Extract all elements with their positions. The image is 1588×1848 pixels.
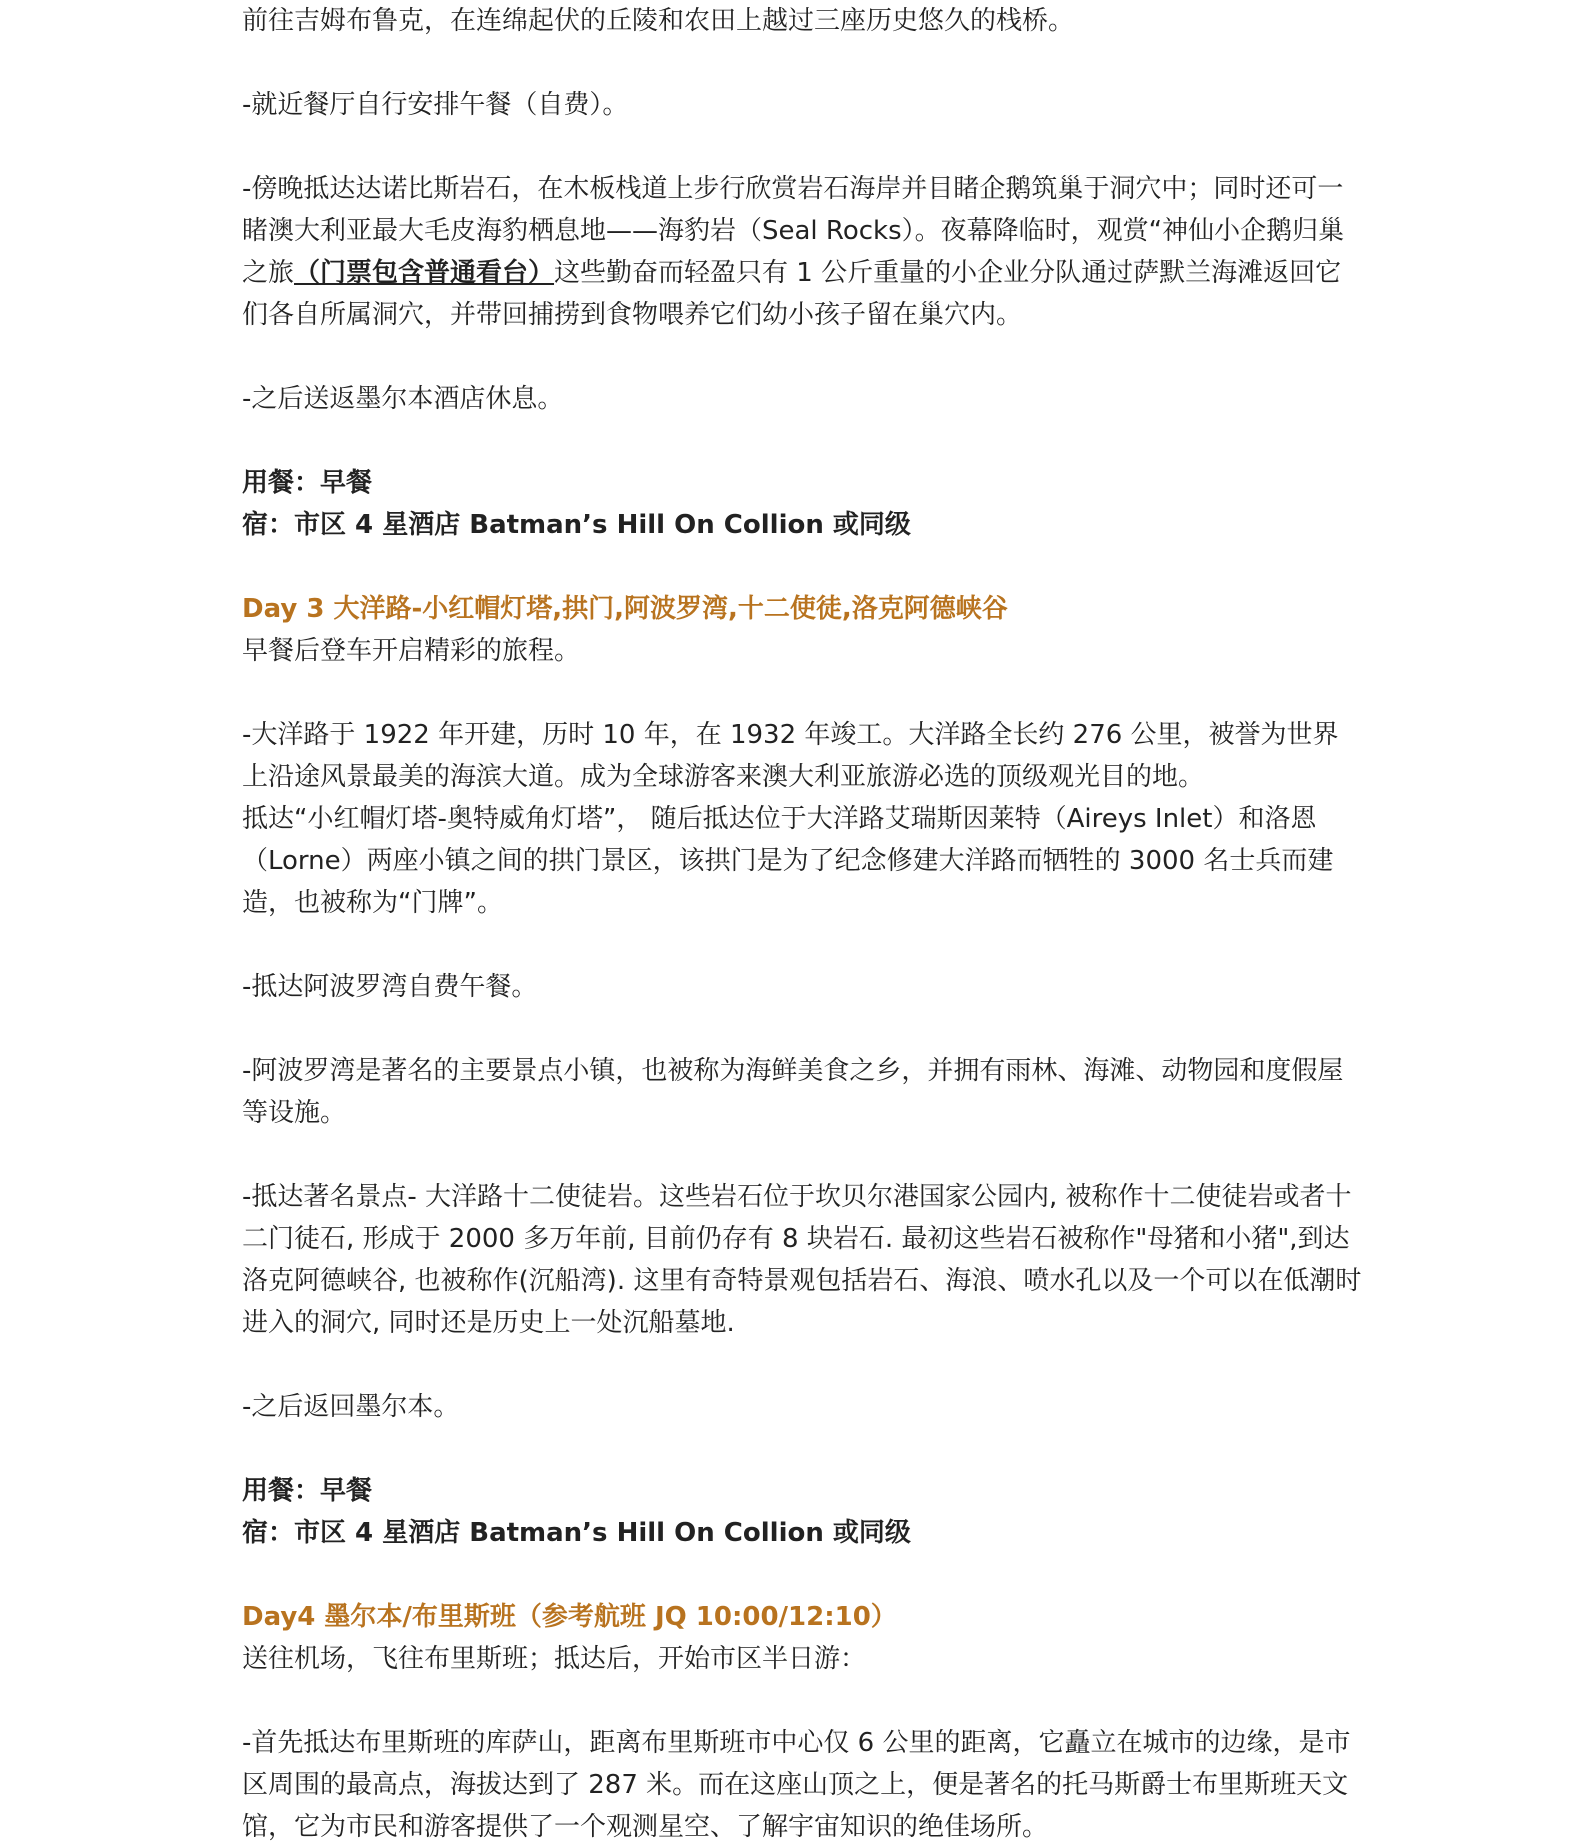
day3-lighthouse-arch-paragraph: 抵达“小红帽灯塔-奥特威角灯塔”， 随后抵达位于大洋路艾瑞斯因莱特（Aireys Inlet）和洛恩（Lorne）两座小镇之间的拱门景区，该拱门是为了纪念修建大洋路而牺牲的 3000 名士兵而建造，也被称为“门牌”。: [242, 804, 1334, 918]
day2-intro-paragraph: 前往吉姆布鲁克，在连绵起伏的丘陵和农田上越过三座历史悠久的栈桥。: [242, 6, 1075, 36]
day2-return-paragraph: -之后送返墨尔本酒店休息。: [242, 384, 564, 414]
day2-hotel-line: 宿：市区 4 星酒店 Batman’s Hill On Collion 或同级: [242, 510, 911, 540]
day2-penguin-paragraph: [242, 168, 1362, 336]
day3-hotel-line: 宿：市区 4 星酒店 Batman’s Hill On Collion 或同级: [242, 1518, 911, 1548]
day3-intro-paragraph: 早餐后登车开启精彩的旅程。: [242, 636, 581, 666]
penguin-text-before: -傍晚抵达达诺比斯岩石，在木板栈道上步行欣赏岩石海岸并目睹企鹅筑巢于洞穴中；同时还可一睹澳大利亚最大毛皮海豹栖息地——海豹岩（Seal Rocks）。夜幕降临时，观赏“神仙小企鹅归巢之旅: [242, 174, 1345, 288]
day3-apollo-desc-paragraph: -阿波罗湾是著名的主要景点小镇，也被称为海鲜美食之乡，并拥有雨林、海滩、动物园和度假屋等设施。: [242, 1056, 1344, 1128]
day3-heading: Day 3 大洋路-小红帽灯塔,拱门,阿波罗湾,十二使徒,洛克阿德峡谷: [242, 594, 1008, 624]
day3-meals-line: 用餐：早餐: [242, 1476, 373, 1506]
day4-intro-paragraph: 送往机场，飞往布里斯班；抵达后，开始市区半日游：: [242, 1644, 867, 1674]
day2-meals-line: 用餐：早餐: [242, 468, 373, 498]
day4-mount-coot-tha-paragraph: -首先抵达布里斯班的库萨山，距离布里斯班市中心仅 6 公里的距离，它矗立在城市的边缘，是市区周围的最高点，海拔达到了 287 米。而在这座山顶之上，便是著名的托马斯爵士布里斯班天文馆，它为市民和游客提供了一个观测星空、了解宇宙知识的绝佳场所。: [242, 1728, 1351, 1842]
day4-heading: Day4 墨尔本/布里斯班（参考航班 JQ 10:00/12:10）: [242, 1602, 897, 1632]
day2-lunch-paragraph: -就近餐厅自行安排午餐（自费）。: [242, 90, 629, 120]
penguin-ticket-note: （门票包含普通看台）: [294, 258, 555, 288]
penguin-text-after: 这些勤奋而轻盈只有 1 公斤重量的小企业分队通过萨默兰海滩返回它们各自所属洞穴，并带回捕捞到食物喂养它们幼小孩子留在巢穴内。: [242, 258, 1342, 330]
day3-apollo-lunch-paragraph: -抵达阿波罗湾自费午餐。: [242, 972, 538, 1002]
day3-great-ocean-road-paragraph: -大洋路于 1922 年开建，历时 10 年，在 1932 年竣工。大洋路全长约 276 公里，被誉为世界上沿途风景最美的海滨大道。成为全球游客来澳大利亚旅游必选的顶级观光目的地。: [242, 720, 1339, 792]
day3-return-paragraph: -之后返回墨尔本。: [242, 1392, 460, 1422]
itinerary-document: [242, 0, 1362, 1848]
day3-apostles-paragraph: -抵达著名景点- 大洋路十二使徒岩。这些岩石位于坎贝尔港国家公园内, 被称作十二使徒岩或者十二门徒石, 形成于 2000 多万年前, 目前仍存有 8 块岩石. 最初这些岩石被称作"母猪和小猪",到达洛克阿德峡谷, 也被称作(沉船湾). 这里有奇特景观包括岩石、海浪、喷水孔以及一个可以在低潮时进入的洞穴, 同时还是历史上一处沉船墓地.: [242, 1182, 1362, 1338]
